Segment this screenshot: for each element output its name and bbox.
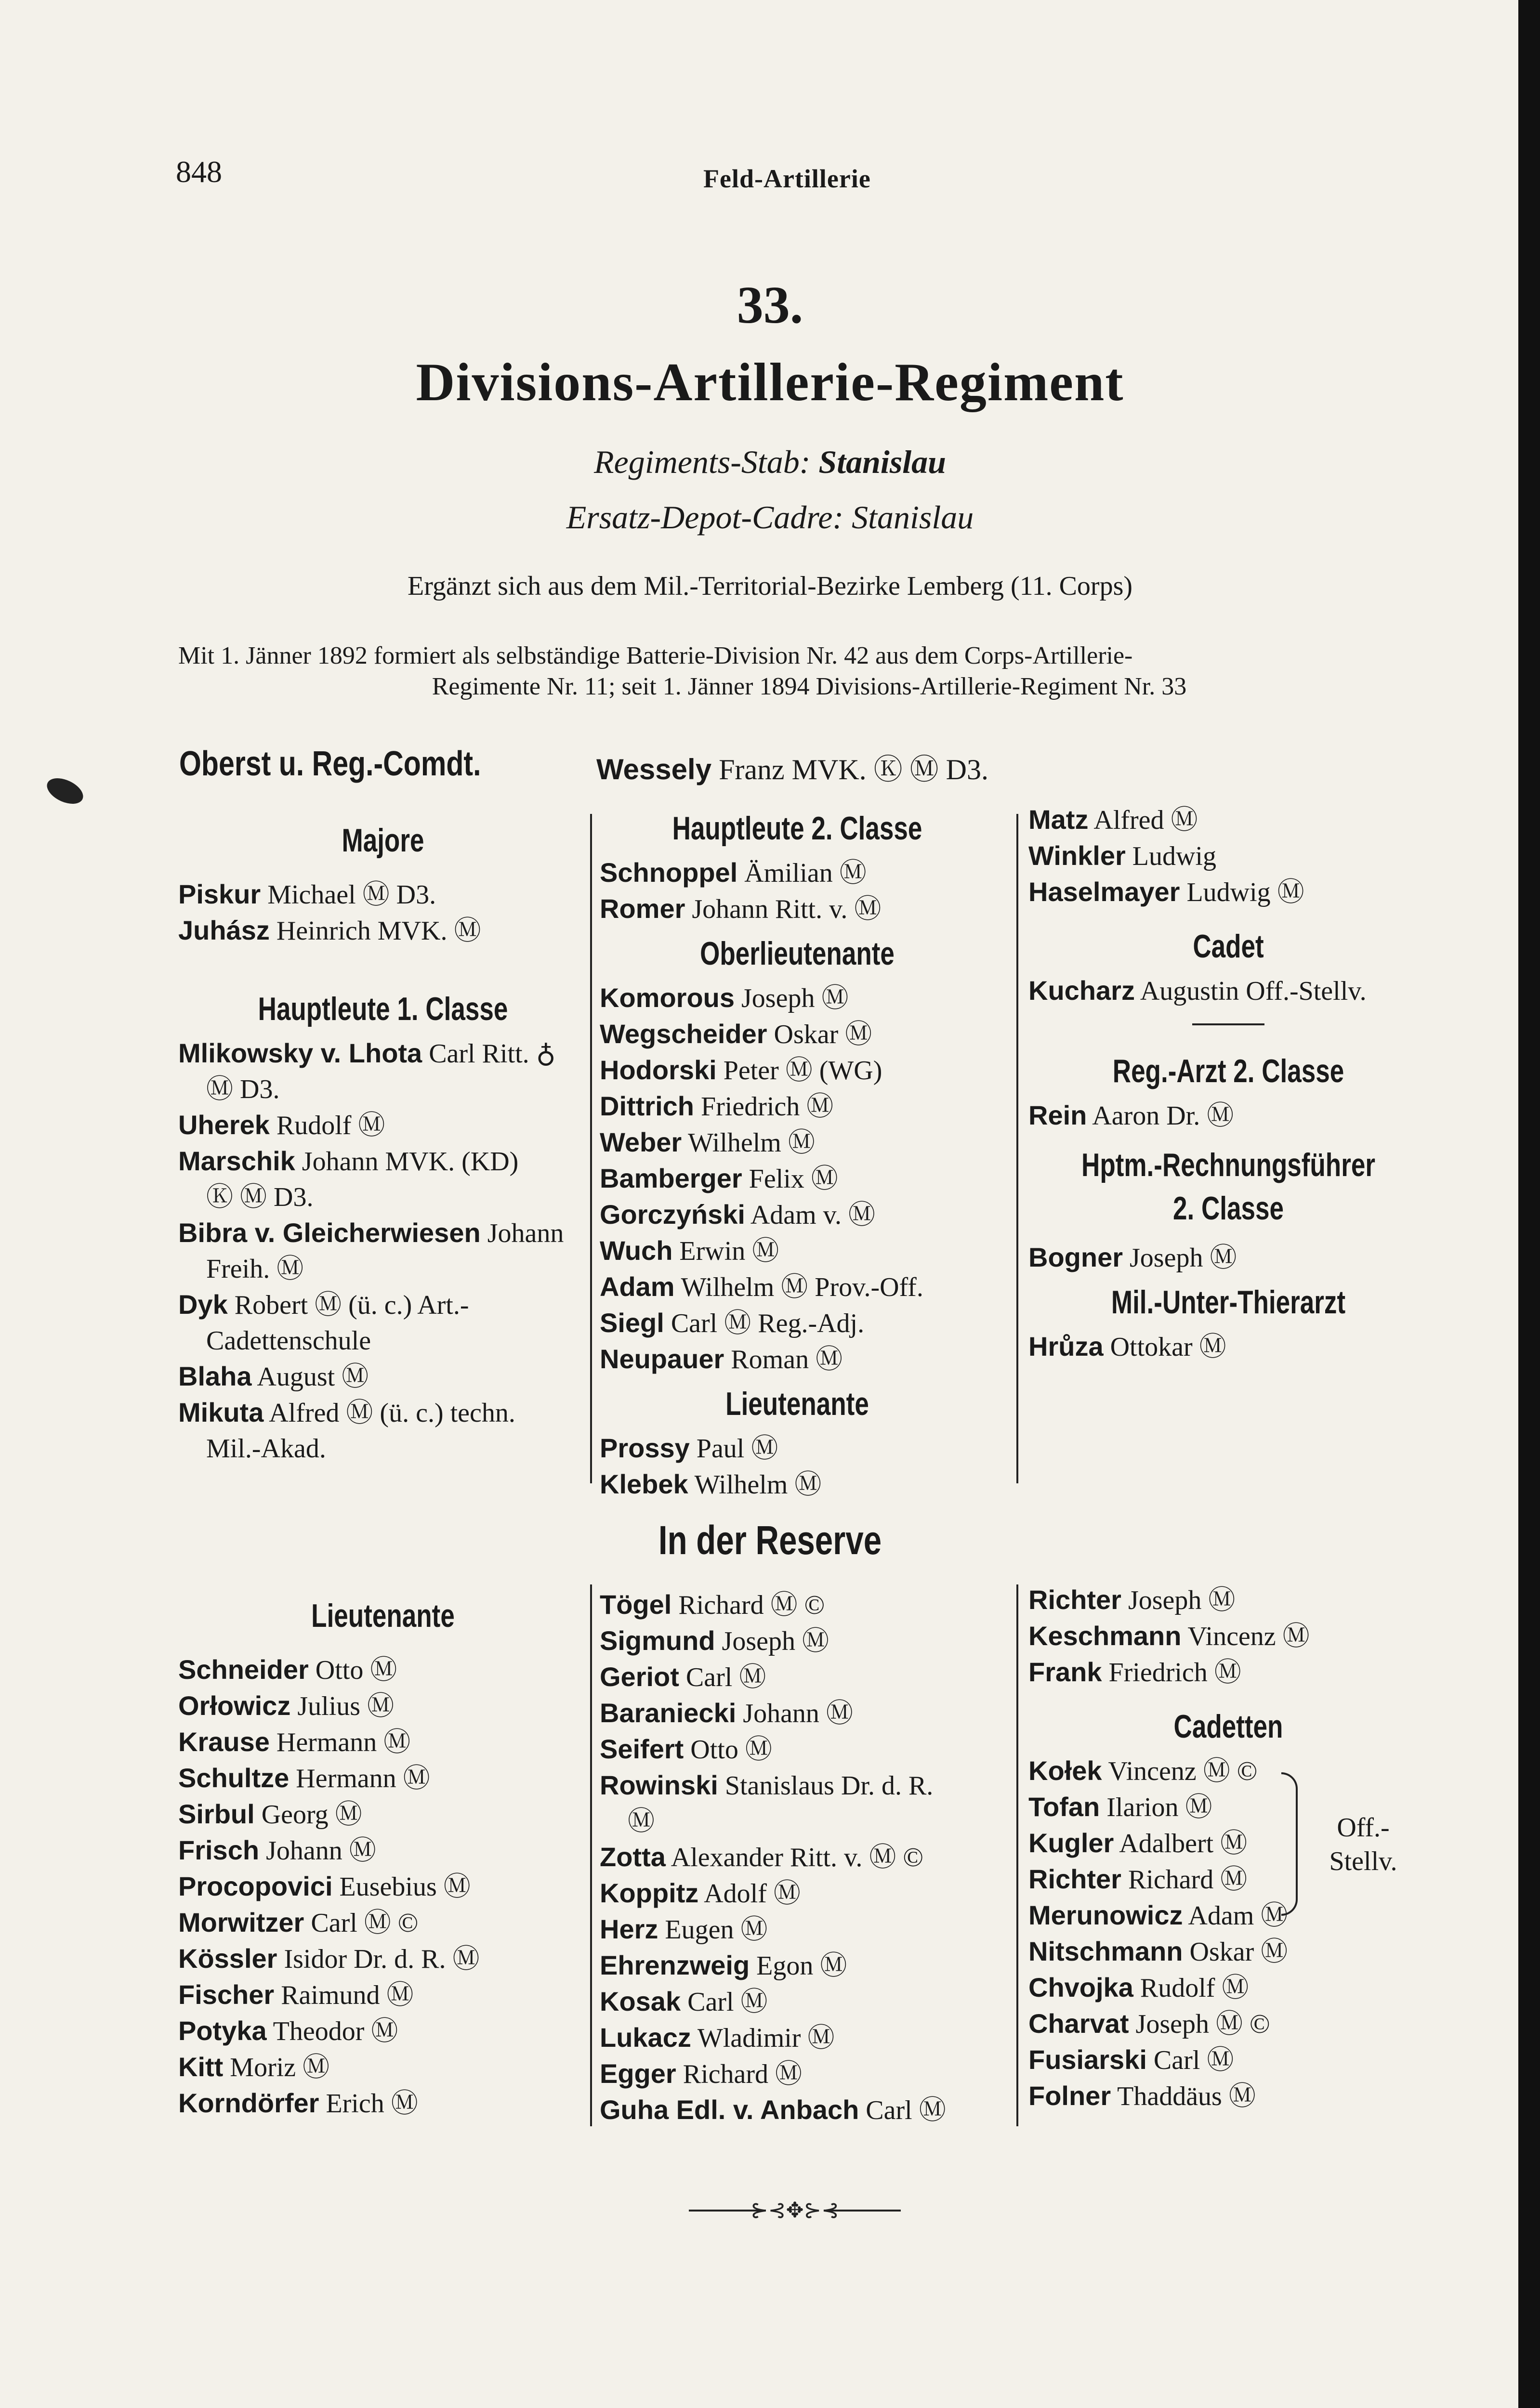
given-and-notes: Joseph Ⓜ: [1128, 1585, 1236, 1615]
page-title: Divisions-Artillerie-Regiment: [416, 353, 1124, 412]
given-and-notes: Felix Ⓜ: [749, 1164, 838, 1194]
given-and-notes: Ottokar Ⓜ: [1110, 1332, 1226, 1362]
surname: Chvojka: [1028, 1972, 1133, 2002]
surname: Ehrenzweig: [600, 1950, 750, 1980]
ergaenzt-line: Ergänzt sich aus dem Mil.-Territorial-Bezirke Lemberg (11. Corps): [407, 571, 1133, 601]
ersatz-depot: Ersatz-Depot-Cadre: Stanislau: [566, 499, 974, 536]
given-and-notes: Vincenz Ⓜ: [1187, 1622, 1310, 1651]
entry-richter: [1028, 1582, 1428, 1618]
regiment-number: 33.: [737, 275, 803, 334]
entry-frisch: [178, 1832, 588, 1869]
heading-majore: Majore: [342, 822, 424, 859]
reserve-col-2: [600, 1587, 995, 2128]
active-col-1: [178, 814, 588, 1466]
given-and-notes: Friedrich Ⓜ: [701, 1092, 834, 1122]
given-and-notes: Paul Ⓜ: [696, 1434, 778, 1464]
surname: Bogner: [1028, 1242, 1123, 1272]
surname: Dittrich: [600, 1091, 694, 1121]
entry-ko-ek: [1028, 1753, 1428, 1789]
surname: Prossy: [600, 1433, 690, 1463]
surname: Rein: [1028, 1100, 1087, 1130]
reserve-col-1: [178, 1589, 588, 2121]
entry-to-gel: [600, 1587, 995, 1623]
entry-fischer: [178, 1977, 588, 2013]
given-and-notes: Ämilian Ⓜ: [744, 858, 867, 888]
surname: Morwitzer: [178, 1907, 304, 1937]
given-and-notes: Theodor Ⓜ: [273, 2016, 398, 2046]
entry-continuation: Ⓚ Ⓜ D3.: [206, 1182, 314, 1212]
entry-chvojka: [1028, 1970, 1428, 2006]
given-and-notes: Carl Ⓜ ©: [311, 1908, 419, 1938]
surname: Schultze: [178, 1763, 290, 1793]
given-and-notes: Roman Ⓜ: [731, 1345, 843, 1374]
heading-hauptleute-1: Hauptleute 1. Classe: [258, 991, 508, 1027]
entry-bamberger: [600, 1161, 995, 1197]
surname: Marschik: [178, 1146, 295, 1176]
entry-weber: [600, 1125, 995, 1161]
surname: Sigmund: [600, 1625, 715, 1656]
surname: Wegscheider: [600, 1019, 767, 1049]
given-and-notes: Hermann Ⓜ: [276, 1727, 411, 1757]
given-and-notes: Wladimir Ⓜ: [697, 2023, 835, 2053]
entry-nitschmann: [1028, 1934, 1428, 1970]
given-and-notes: Friedrich Ⓜ: [1108, 1658, 1241, 1688]
entry-fusiarski: [1028, 2042, 1428, 2078]
given-and-notes: August Ⓜ: [257, 1362, 369, 1392]
surname: Fischer: [178, 1979, 275, 2010]
entry-haselmayer: [1028, 874, 1428, 910]
surname: Schnoppel: [600, 857, 738, 888]
entry-siegl: [600, 1305, 995, 1341]
surname: Winkler: [1028, 840, 1126, 871]
given-and-notes: Johann MVK. (KD): [302, 1147, 519, 1177]
entry-juha-sz: [178, 913, 588, 949]
entry-ehrenzweig: [600, 1948, 995, 1984]
given-and-notes: Richard Ⓜ: [683, 2059, 802, 2089]
list-lieutenante: [600, 1430, 995, 1503]
oberst-label: Oberst u. Reg.-Comdt.: [179, 745, 481, 783]
surname: Siegl: [600, 1308, 664, 1338]
entry-ko-ssler: [178, 1941, 588, 1977]
surname: Frisch: [178, 1835, 260, 1865]
given-and-notes: Georg Ⓜ: [261, 1800, 362, 1830]
divider-dash: [1192, 1023, 1264, 1025]
given-and-notes: Moriz Ⓜ: [230, 2053, 330, 2082]
entry-continuation: Cadettenschule: [206, 1326, 371, 1356]
active-col-3: [1028, 802, 1428, 1365]
entry-dyk: [178, 1287, 588, 1323]
given-and-notes: Rudolf Ⓜ: [276, 1111, 385, 1140]
surname: Weber: [600, 1127, 682, 1157]
entry-lukacz: [600, 2020, 995, 2056]
list-hauptleute-1: [178, 1035, 588, 1466]
given-and-notes: Eugen Ⓜ: [665, 1915, 768, 1945]
surname: Seifert: [600, 1734, 684, 1764]
heading-oberlieutenante: Oberlieutenante: [700, 935, 895, 972]
given-and-notes: Stanislaus Dr. d. R.: [724, 1771, 934, 1801]
given-and-notes: Johann Ⓜ: [743, 1699, 853, 1728]
surname: Tofan: [1028, 1792, 1100, 1822]
heading-reserve-lieutenante: Lieutenante: [311, 1597, 455, 1634]
given-and-notes: Augustin Off.-Stellv.: [1140, 976, 1367, 1006]
list-hauptleute-2: [600, 855, 995, 927]
entry-bibra-v-gleicherwiesen: [178, 1215, 588, 1251]
surname: Keschmann: [1028, 1621, 1182, 1651]
given-and-notes: Richard Ⓜ: [1128, 1865, 1248, 1895]
surname: Mlikowsky v. Lhota: [178, 1038, 422, 1068]
entry-gorczyn-ski: [600, 1197, 995, 1233]
surname: Procopovici: [178, 1871, 333, 1901]
surname: Adam: [600, 1271, 675, 1302]
surname: Kołek: [1028, 1755, 1102, 1786]
given-and-notes: Adolf Ⓜ: [704, 1879, 801, 1909]
given-and-notes: Otto Ⓜ: [315, 1655, 397, 1685]
column-divider: [590, 1584, 592, 2126]
entry-dittrich: [600, 1088, 995, 1125]
entry-kosak: [600, 1984, 995, 2020]
entry-schneider: [178, 1652, 588, 1688]
list-thierarzt: [1028, 1329, 1428, 1365]
given-and-notes: Ilarion Ⓜ: [1106, 1793, 1212, 1822]
off-stellv-bracket: [1281, 1772, 1298, 1916]
entry-or-owicz: [178, 1688, 588, 1724]
entry-wuch: [600, 1233, 995, 1269]
entry-continuation: Ⓜ D3.: [206, 1074, 280, 1104]
surname: Tögel: [600, 1589, 672, 1620]
heading-cadet: Cadet: [1193, 928, 1264, 965]
given-and-notes: Joseph Ⓜ: [1130, 1243, 1237, 1273]
given-and-notes: Robert Ⓜ (ü. c.) Art.-: [234, 1290, 469, 1320]
entry-potyka: [178, 2013, 588, 2049]
given-and-notes: Wilhelm Ⓜ: [688, 1128, 815, 1158]
list-reserve-lieutenante: [178, 1652, 588, 2121]
entry-guha-edl-v-anbach: [600, 2092, 995, 2128]
entry-hodorski: [600, 1052, 995, 1088]
surname: Bibra v. Gleicherwiesen: [178, 1217, 481, 1248]
surname: Guha Edl. v. Anbach: [600, 2094, 859, 2125]
given-and-notes: Egon Ⓜ: [756, 1951, 847, 1981]
entry-sigmund: [600, 1623, 995, 1659]
entry-kucharz: [1028, 973, 1428, 1009]
surname: Korndörfer: [178, 2088, 319, 2118]
given-and-notes: Alfred Ⓜ (ü. c.) techn.: [269, 1398, 515, 1428]
heading-thierarzt: Mil.-Unter-Thierarzt: [1111, 1284, 1346, 1321]
entry-klebek: [600, 1466, 995, 1503]
entry-baraniecki: [600, 1695, 995, 1731]
entry-kitt: [178, 2049, 588, 2085]
heading-arzt: Reg.-Arzt 2. Classe: [1112, 1053, 1344, 1089]
list-reserve-col2: [600, 1587, 995, 2128]
given-and-notes: Raimund Ⓜ: [281, 1980, 414, 2010]
page-number: 848: [176, 155, 222, 189]
surname: Nitschmann: [1028, 1936, 1183, 1966]
entry-koppitz: [600, 1875, 995, 1911]
surname: Kössler: [178, 1943, 277, 1974]
running-head: Feld-Artillerie: [703, 164, 871, 193]
entry-korndo-rfer: [178, 2085, 588, 2121]
entry-procopovici: [178, 1869, 588, 1905]
given-and-notes: Ludwig Ⓜ: [1186, 877, 1304, 907]
entry-piskur: [178, 877, 588, 913]
entry-continuation: Mil.-Akad.: [206, 1434, 326, 1464]
entry-continuation: Ⓜ: [628, 1806, 655, 1836]
given-and-notes: Johann Ⓜ: [266, 1836, 376, 1866]
given-and-notes: Joseph Ⓜ ©: [1135, 2009, 1270, 2039]
surname: Bamberger: [600, 1163, 742, 1193]
surname: Herz: [600, 1914, 658, 1944]
entry-continuation: Freih. Ⓜ: [206, 1254, 304, 1284]
surname: Merunowicz: [1028, 1900, 1183, 1930]
given-and-notes: Isidor Dr. d. R. Ⓜ: [284, 1944, 480, 1974]
surname: Hodorski: [600, 1055, 717, 1085]
entry-herz: [600, 1911, 995, 1948]
surname: Rowinski: [600, 1770, 718, 1800]
off-stellv-label: Off.- Stellv.: [1329, 1813, 1397, 1876]
surname: Kitt: [178, 2052, 224, 2082]
given-and-notes: Erwin Ⓜ: [679, 1236, 779, 1266]
entry-keschmann: [1028, 1618, 1428, 1654]
entry-marschik: [178, 1143, 588, 1179]
surname: Potyka: [178, 2015, 267, 2046]
entry-sirbul: [178, 1796, 588, 1832]
entry-charvat: [1028, 2006, 1428, 2042]
entry-romer: [600, 891, 995, 927]
surname: Kucharz: [1028, 975, 1135, 1006]
given-and-notes: Erich Ⓜ: [326, 2089, 418, 2119]
given-and-notes: Peter Ⓜ (WG): [723, 1056, 882, 1086]
surname: Juhász: [178, 915, 270, 945]
entry-schultze: [178, 1760, 588, 1796]
entry-zotta: [600, 1839, 995, 1875]
given-and-notes: Carl Ⓜ: [685, 1662, 766, 1692]
surname: Haselmayer: [1028, 877, 1180, 907]
given-and-notes: Carl Ritt. ♁: [429, 1039, 556, 1069]
surname: Orłowicz: [178, 1690, 291, 1721]
given-and-notes: Johann Ritt. v. Ⓜ: [692, 894, 882, 924]
given-and-notes: Oskar Ⓜ: [1189, 1937, 1288, 1967]
given-and-notes: Aaron Dr. Ⓜ: [1092, 1101, 1234, 1131]
given-and-notes: Adam v. Ⓜ: [750, 1200, 876, 1230]
entry-hru-za: [1028, 1329, 1428, 1365]
entry-blaha: [178, 1359, 588, 1395]
given-and-notes: Julius Ⓜ: [297, 1691, 395, 1721]
entry-winkler: [1028, 838, 1428, 874]
given-and-notes: Johann: [487, 1218, 564, 1248]
entry-adam: [600, 1269, 995, 1305]
column-divider: [590, 814, 592, 1483]
surname: Charvat: [1028, 2008, 1129, 2039]
entry-geriot: [600, 1659, 995, 1695]
surname: Koppitz: [600, 1878, 699, 1908]
given-and-notes: Wilhelm Ⓜ Prov.-Off.: [681, 1272, 923, 1302]
surname: Richter: [1028, 1864, 1121, 1894]
svg-text:⊱⊰✥⊱⊰: ⊱⊰✥⊱⊰: [750, 2199, 840, 2222]
entry-egger: [600, 2056, 995, 2092]
given-and-notes: Oskar Ⓜ: [774, 1020, 872, 1049]
surname: Fusiarski: [1028, 2044, 1147, 2075]
active-col-2: [600, 802, 995, 1503]
list-col3-top: [1028, 802, 1428, 910]
given-and-notes: Michael Ⓜ D3.: [267, 880, 436, 910]
heading-lieutenante: Lieutenante: [725, 1386, 869, 1422]
entry-mikuta: [178, 1395, 588, 1431]
entry-matz: [1028, 802, 1428, 838]
surname: Uherek: [178, 1110, 270, 1140]
surname: Kosak: [600, 1986, 681, 2016]
entry-schnoppel: [600, 855, 995, 891]
given-and-notes: Carl Ⓜ Reg.-Adj.: [671, 1309, 865, 1338]
oberst-entry: Wessely Franz MVK. Ⓚ Ⓜ D3.: [596, 753, 989, 785]
heading-hauptleute-2: Hauptleute 2. Classe: [672, 810, 922, 847]
entry-seifert: [600, 1731, 995, 1767]
surname: Piskur: [178, 879, 261, 909]
entry-frank: [1028, 1654, 1428, 1690]
given-and-notes: Wilhelm Ⓜ: [694, 1470, 822, 1500]
entry-komorous: [600, 980, 995, 1016]
given-and-notes: Eusebius Ⓜ: [339, 1872, 471, 1902]
heading-cadetten: Cadetten: [1173, 1708, 1283, 1745]
given-and-notes: Rudolf Ⓜ: [1140, 1973, 1249, 2003]
entry-rowinski: [600, 1767, 995, 1804]
surname: Gorczyński: [600, 1199, 745, 1230]
surname: Komorous: [600, 982, 735, 1013]
given-and-notes: Joseph Ⓜ: [722, 1626, 829, 1656]
surname: Lukacz: [600, 2022, 691, 2053]
reserve-heading: In der Reserve: [658, 1518, 882, 1563]
ornament-icon: [689, 2196, 901, 2225]
given-and-notes: Vincenz Ⓜ ©: [1108, 1756, 1258, 1786]
given-and-notes: Otto Ⓜ: [690, 1735, 772, 1765]
entry-folner: [1028, 2078, 1428, 2114]
given-and-notes: Adam Ⓜ: [1188, 1901, 1288, 1931]
surname: Hrůza: [1028, 1331, 1104, 1361]
given-and-notes: Carl Ⓜ: [866, 2095, 946, 2125]
surname: Dyk: [178, 1289, 228, 1320]
list-cadetten: [1028, 1753, 1428, 2114]
entry-merunowicz: [1028, 1898, 1428, 1934]
given-and-notes: Thaddäus Ⓜ: [1117, 2081, 1256, 2111]
surname: Frank: [1028, 1657, 1102, 1687]
entry-krause: [178, 1724, 588, 1760]
entry-uherek: [178, 1107, 588, 1143]
given-and-notes: Carl Ⓜ: [687, 1987, 768, 2017]
list-arzt: [1028, 1098, 1428, 1134]
entry-mlikowsky-v-lhota: [178, 1035, 588, 1072]
surname: Zotta: [600, 1842, 666, 1872]
list-rechnungsfuehrer: [1028, 1240, 1428, 1276]
given-and-notes: Richard Ⓜ ©: [678, 1590, 825, 1620]
list-majore: [178, 877, 588, 949]
surname: Egger: [600, 2058, 676, 2089]
entry-neupauer: [600, 1341, 995, 1377]
entry-bogner: [1028, 1240, 1428, 1276]
ink-blot: [43, 773, 87, 809]
entry-rein: [1028, 1098, 1428, 1134]
history-paragraph: Mit 1. Jänner 1892 formiert als selbständige Batterie-Division Nr. 42 aus dem Corps-Artillerie- Regimente Nr. 11; seit 1. Jänner 1894 Divisions-Artillerie-Regiment Nr. 33: [178, 642, 1187, 700]
surname: Wuch: [600, 1235, 673, 1266]
surname: Baraniecki: [600, 1698, 737, 1728]
surname: Krause: [178, 1727, 270, 1757]
list-oberlieutenante: [600, 980, 995, 1377]
surname: Neupauer: [600, 1344, 724, 1374]
given-and-notes: Alexander Ritt. v. Ⓜ ©: [671, 1843, 923, 1872]
list-reserve-col3: [1028, 1582, 1428, 1690]
entry-prossy: [600, 1430, 995, 1466]
entry-morwitzer: [178, 1905, 588, 1941]
surname: Blaha: [178, 1361, 252, 1391]
given-and-notes: Hermann Ⓜ: [296, 1764, 430, 1793]
surname: Romer: [600, 893, 685, 924]
surname: Kugler: [1028, 1828, 1114, 1858]
surname: Geriot: [600, 1662, 679, 1692]
entry-wegscheider: [600, 1016, 995, 1052]
given-and-notes: Joseph Ⓜ: [741, 983, 849, 1013]
given-and-notes: Adalbert Ⓜ: [1119, 1829, 1248, 1858]
surname: Klebek: [600, 1469, 688, 1499]
given-and-notes: Carl Ⓜ: [1153, 2045, 1234, 2075]
surname: Mikuta: [178, 1397, 264, 1427]
column-divider: [1016, 1584, 1018, 2126]
given-and-notes: Heinrich MVK. Ⓜ: [276, 916, 481, 946]
surname: Folner: [1028, 2081, 1111, 2111]
list-cadet: [1028, 973, 1428, 1009]
surname: Richter: [1028, 1584, 1121, 1615]
surname: Matz: [1028, 804, 1089, 835]
regiments-stab: Regiments-Stab: Stanislau: [593, 444, 947, 480]
given-and-notes: Ludwig: [1132, 841, 1216, 871]
column-divider: [1016, 814, 1018, 1483]
surname: Schneider: [178, 1654, 309, 1685]
surname: Sirbul: [178, 1799, 255, 1829]
given-and-notes: Alfred Ⓜ: [1093, 805, 1198, 835]
heading-rechnungsfuehrer: Hptm.-Rechnungsführer 2. Classe: [1081, 1147, 1375, 1227]
